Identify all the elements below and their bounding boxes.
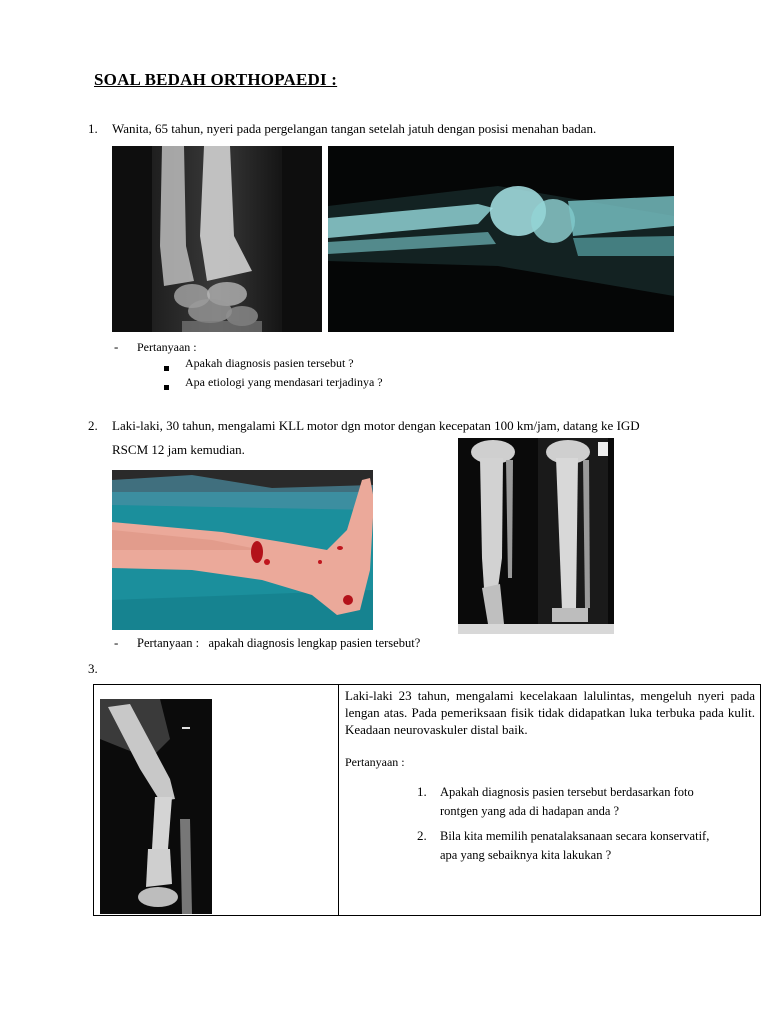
q2-question: Pertanyaan : apakah diagnosis lengkap pasien tersebut? — [137, 636, 421, 650]
q1-question-label: Pertanyaan : — [137, 340, 197, 354]
q2-leg-wound-photo — [112, 470, 373, 630]
q3-item-2-number: 2. — [417, 828, 427, 843]
q2-text-line1: Laki-laki, 30 tahun, mengalami KLL motor dgn motor dengan kecepatan 100 km/jam, datang ke IGD — [112, 418, 640, 433]
q1-xray-lateral-image — [328, 146, 674, 332]
q3-item-2-line2: apa yang sebaiknya kita lakukan ? — [440, 848, 612, 862]
q1-item-1: Apakah diagnosis pasien tersebut ? — [185, 356, 354, 370]
q2-text-line2: RSCM 12 jam kemudian. — [112, 442, 245, 457]
q3-item-2-line1: Bila kita memilih penatalaksanaan secara konservatif, — [440, 829, 710, 843]
q2-xray-tibia-image — [458, 438, 614, 634]
q1-text: Wanita, 65 tahun, nyeri pada pergelangan tangan setelah jatuh dengan posisi menahan badan. — [112, 121, 597, 136]
q1-xray-ap-image — [112, 146, 322, 332]
q3-number: 3. — [88, 661, 98, 676]
q3-item-1-line1: Apakah diagnosis pasien tersebut berdasarkan foto — [440, 785, 694, 799]
q1-number: 1. — [88, 121, 98, 136]
bullet-icon — [164, 358, 169, 376]
q3-text-cell — [339, 685, 761, 916]
q3-xray-humerus-image — [100, 699, 212, 914]
q3-item-1-line2: rontgen yang ada di hadapan anda ? — [440, 804, 620, 818]
q3-item-1-number: 1. — [417, 784, 427, 799]
q3-image-cell — [94, 685, 339, 916]
bullet-icon — [164, 377, 169, 395]
q3-table — [93, 684, 761, 916]
q1-item-2: Apa etiologi yang mendasari terjadinya ? — [185, 375, 383, 389]
document-title: SOAL BEDAH ORTHOPAEDI : — [94, 70, 338, 89]
q3-question-label: Pertanyaan : — [345, 755, 405, 769]
q1-dash: - — [114, 339, 119, 354]
q2-dash: - — [114, 635, 119, 650]
q2-number: 2. — [88, 418, 98, 433]
q3-text: Laki-laki 23 tahun, mengalami kecelakaan lalulintas, mengeluh nyeri pada lengan atas. Pada pemeriksaan fisik tidak didapatkan luka terbuka pada kulit. Keadaan neurovaskuler distal baik. — [345, 688, 755, 737]
